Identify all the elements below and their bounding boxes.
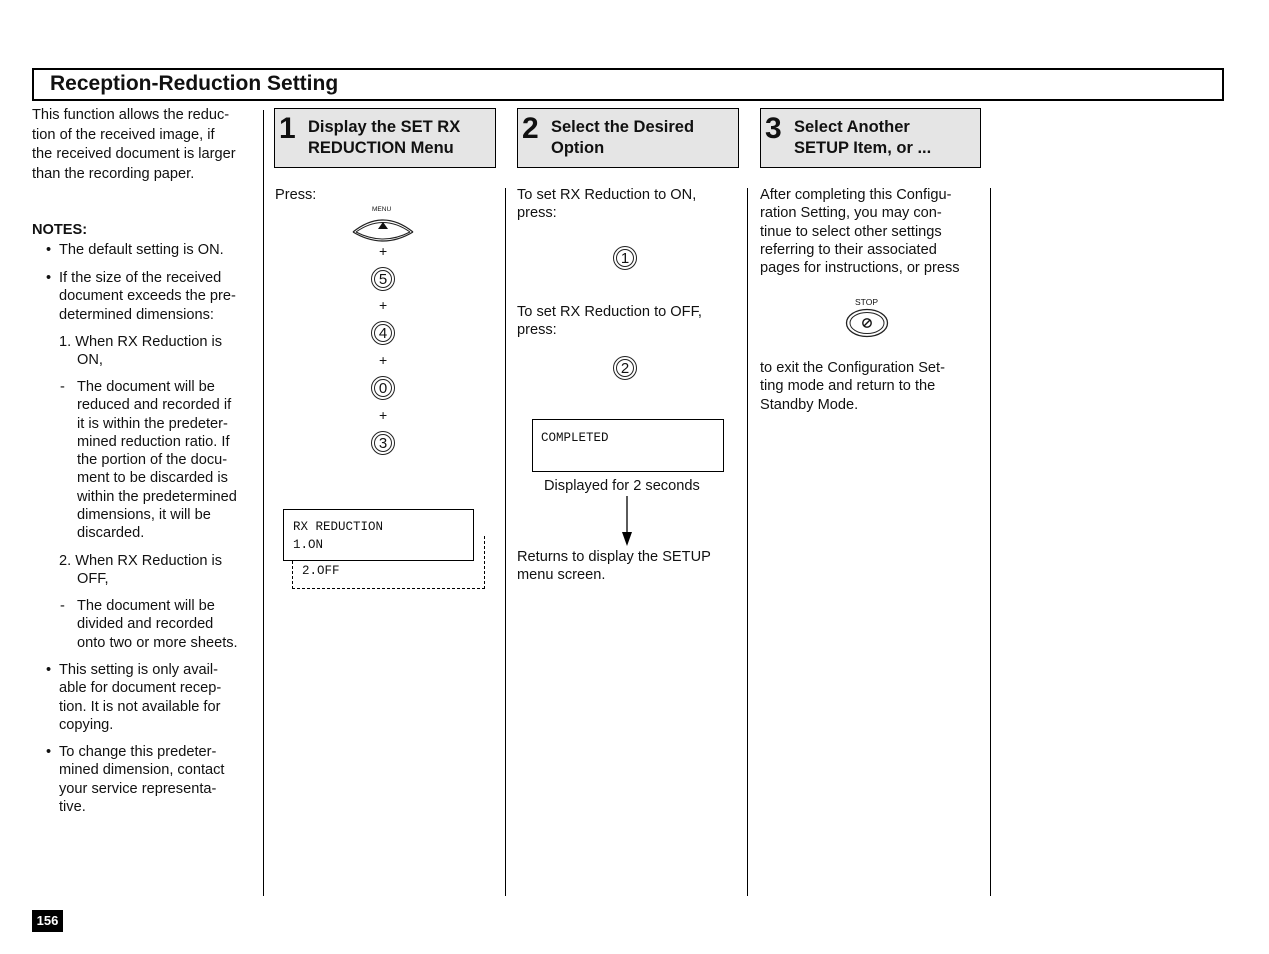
note-line: able for document recep-: [59, 680, 222, 697]
text-line: referring to their associated: [760, 241, 937, 258]
intro-line: than the recording paper.: [32, 165, 195, 182]
note-line: 1. When RX Reduction is: [59, 334, 223, 350]
note-line: divided and recorded: [77, 616, 214, 633]
note-line: onto two or more sheets.: [77, 634, 238, 651]
bullet-icon: •: [46, 242, 52, 258]
text-line: tinue to select other settings: [760, 223, 942, 240]
note-line: the portion of the docu-: [77, 452, 228, 469]
intro-line: the received document is larger: [32, 146, 236, 162]
note-line: discarded.: [77, 525, 145, 542]
step-3-header: [760, 108, 981, 168]
notes-heading: NOTES:: [32, 222, 88, 238]
step-2-header: [517, 108, 739, 168]
press-label: Press:: [275, 187, 317, 203]
step-title-line: Option: [551, 139, 605, 157]
step-title-line: SETUP Item, or ...: [794, 139, 932, 157]
note-2a-label: [59, 333, 259, 370]
step-number: 2: [522, 112, 539, 145]
lcd-completed-display: [532, 419, 724, 472]
plus-sign: +: [379, 243, 388, 259]
page-title-box: [32, 68, 1224, 101]
note-line: it is within the predeter-: [77, 415, 228, 432]
step-title-line: Select the Desired: [551, 118, 695, 136]
note-line: OFF,: [77, 571, 109, 588]
intro-line: tion of the received image, if: [32, 126, 215, 143]
lcd-display: [283, 509, 474, 561]
key-3-button[interactable]: 3: [371, 431, 395, 455]
column-divider: [263, 110, 264, 896]
text-line: press:: [517, 205, 557, 222]
dash-marker: -: [60, 379, 65, 395]
note-2a-text: [77, 378, 257, 543]
note-2b-text: [77, 597, 257, 652]
page-title: Reception-Reduction Setting: [50, 72, 339, 95]
step-3-text: [760, 186, 985, 277]
note-line: determined dimensions:: [59, 306, 214, 323]
note-line: ment to be discarded is: [77, 470, 228, 487]
lcd-line: 1.ON: [293, 538, 324, 552]
step-title-line: Select Another: [794, 118, 910, 136]
note-line: This setting is only avail-: [59, 662, 218, 678]
lcd-hidden-line: 2.OFF: [302, 564, 340, 578]
column-divider: [990, 188, 991, 896]
key-5-button[interactable]: 5: [371, 267, 395, 291]
step-title: [308, 117, 460, 159]
text-line: ting mode and return to the: [760, 378, 936, 395]
lcd-line: COMPLETED: [541, 431, 609, 445]
step-title-line: REDUCTION Menu: [308, 139, 454, 157]
plus-sign: +: [379, 352, 388, 368]
key-2-button[interactable]: 2: [613, 356, 637, 380]
plus-sign: +: [379, 407, 388, 423]
note-line: To change this predeter-: [59, 744, 217, 760]
text-line: press:: [517, 322, 557, 339]
stop-icon: [845, 308, 889, 338]
note-line: copying.: [59, 716, 114, 733]
page-number: 156: [32, 910, 63, 932]
text-line: to exit the Configuration Set-: [760, 360, 945, 376]
intro-line: This function allows the reduc-: [32, 107, 230, 123]
lcd-caption: Displayed for 2 seconds: [544, 478, 700, 494]
note-line: document exceeds the pre-: [59, 288, 236, 305]
text-line: Standby Mode.: [760, 396, 859, 413]
bullet-icon: •: [46, 744, 52, 760]
note-line: ON,: [77, 352, 103, 369]
stop-key[interactable]: [845, 308, 889, 338]
text-line: After completing this Configu-: [760, 187, 952, 203]
step-title: [551, 117, 694, 159]
note-line: tion. It is not available for: [59, 698, 221, 715]
rx-on-instruction: [517, 186, 742, 223]
step-title: [794, 117, 931, 159]
note-2b-label: [59, 552, 259, 589]
text-line: To set RX Reduction to ON,: [517, 187, 697, 203]
note-line: within the predetermined: [77, 488, 237, 505]
text-line: pages for instructions, or press: [760, 260, 960, 277]
text-line: ration Setting, you may con-: [760, 205, 942, 222]
step-title-line: Display the SET RX: [308, 118, 461, 136]
column-divider: [505, 188, 506, 896]
bullet-icon: •: [46, 270, 52, 286]
text-line: To set RX Reduction to OFF,: [517, 304, 702, 320]
note-3: [59, 661, 259, 734]
dash-marker: -: [60, 598, 65, 614]
bullet-icon: •: [46, 662, 52, 678]
note-line: If the size of the received: [59, 270, 222, 286]
column-divider: [747, 188, 748, 896]
menu-key-label: MENU: [372, 206, 392, 213]
key-1-button[interactable]: 1: [613, 246, 637, 270]
note-line: mined reduction ratio. If: [77, 433, 230, 450]
menu-key[interactable]: [351, 214, 415, 244]
note-line: reduced and recorded if: [77, 397, 232, 414]
note-line: dimensions, it will be: [77, 507, 211, 524]
step-number: 3: [765, 112, 782, 145]
lcd-line: RX REDUCTION: [293, 520, 384, 534]
note-1: [59, 241, 259, 259]
menu-key-icon: [351, 214, 415, 244]
note-line: The default setting is ON.: [59, 242, 224, 258]
text-line: Returns to display the SETUP: [517, 549, 711, 565]
note-line: The document will be: [77, 379, 215, 395]
note-line: 2. When RX Reduction is: [59, 553, 223, 569]
note-2: [59, 269, 259, 324]
returns-text: [517, 548, 742, 585]
intro-text: [32, 106, 257, 184]
rx-off-instruction: [517, 303, 742, 340]
step-number: 1: [279, 112, 296, 145]
note-line: mined dimension, contact: [59, 762, 225, 779]
key-0-button[interactable]: 0: [371, 376, 395, 400]
note-line: your service representa-: [59, 780, 217, 797]
down-arrow-icon: [620, 496, 634, 548]
note-4: [59, 743, 259, 816]
text-line: menu screen.: [517, 567, 606, 584]
note-line: tive.: [59, 798, 86, 815]
stop-key-label: STOP: [855, 297, 878, 307]
plus-sign: +: [379, 297, 388, 313]
key-4-button[interactable]: 4: [371, 321, 395, 345]
note-line: The document will be: [77, 598, 215, 614]
step-1-header: [274, 108, 496, 168]
step-3-exit-text: [760, 359, 985, 414]
